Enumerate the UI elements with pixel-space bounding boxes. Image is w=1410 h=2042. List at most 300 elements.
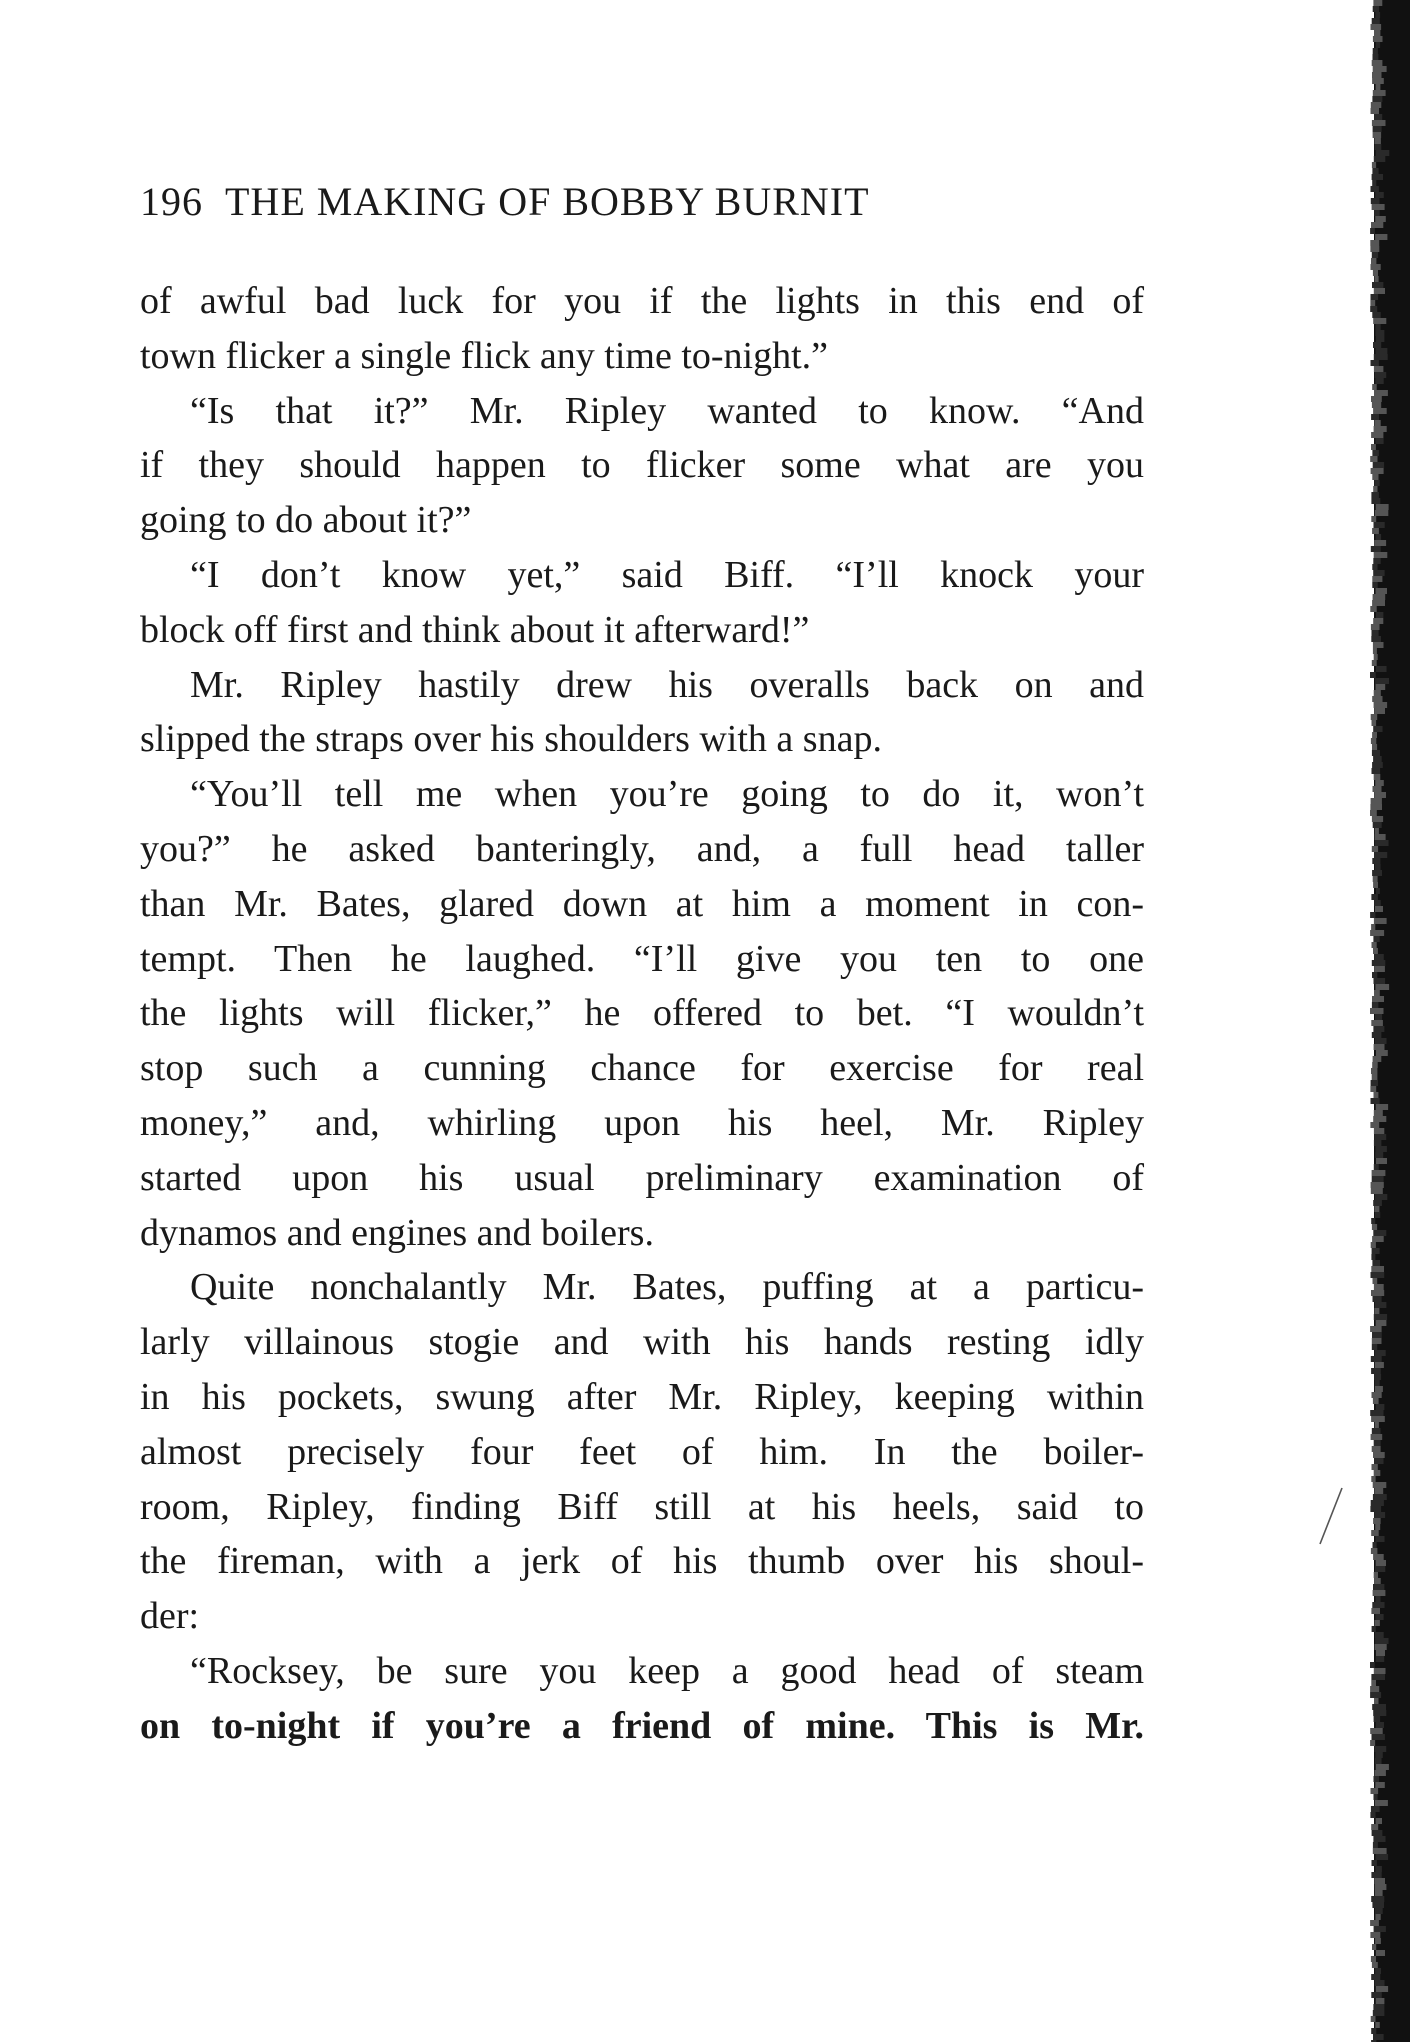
edge-texture [1372,1962,1378,1968]
edge-texture [1371,1674,1385,1680]
edge-texture [1372,1002,1379,1008]
edge-texture [1374,156,1386,162]
edge-texture [1371,1992,1382,1998]
edge-texture [1372,576,1382,582]
edge-texture [1372,1902,1384,1908]
text-line: you?” he asked banteringly, and, a full head taller [140,827,1144,870]
edge-texture [1374,708,1385,714]
edge-texture [1371,1242,1376,1248]
edge-texture [1373,2010,1385,2016]
edge-texture [1371,1266,1384,1272]
edge-texture [1373,48,1378,54]
edge-texture [1375,372,1387,378]
edge-texture [1372,1236,1384,1242]
edge-texture [1375,276,1379,282]
edge-texture [1371,738,1376,744]
edge-texture [1372,402,1381,408]
edge-texture [1374,1092,1379,1098]
edge-texture [1370,1086,1376,1092]
edge-texture [1371,546,1381,552]
text-line: dynamos and engines and boilers. [140,1211,654,1254]
running-title: THE MAKING OF BOBBY BURNIT [225,179,870,224]
edge-texture [1372,1392,1382,1398]
edge-texture [1376,1656,1385,1662]
edge-texture [1371,186,1379,192]
edge-texture [1376,1158,1387,1164]
edge-texture [1375,1644,1387,1650]
edge-texture [1371,1680,1376,1686]
edge-texture [1371,1368,1381,1374]
edge-texture [1375,1758,1382,1764]
text-line: if they should happen to flicker some what are you [140,444,1144,487]
text-line: the lights will flicker,” he offered to bet. “I wouldn’t [140,992,1144,1035]
edge-texture [1373,2034,1384,2040]
edge-texture [1373,642,1384,648]
edge-texture [1372,204,1385,210]
edge-texture [1375,1194,1388,1200]
edge-texture [1372,18,1380,24]
edge-texture [1372,1464,1378,1470]
text-line: larly villainous stogie and with his hands resting idly [140,1321,1144,1364]
edge-texture [1371,432,1383,438]
edge-texture [1374,900,1380,906]
pencil-mark [1318,1486,1344,1546]
edge-texture [1375,1614,1383,1620]
edge-texture [1372,1428,1381,1434]
edge-texture [1373,408,1387,414]
edge-texture [1370,246,1379,252]
edge-texture [1374,654,1378,660]
edge-texture [1375,1914,1380,1920]
edge-texture [1371,492,1379,498]
edge-texture [1376,1560,1386,1566]
edge-texture [1373,1554,1384,1560]
edge-texture [1375,1752,1383,1758]
edge-texture [1371,222,1383,228]
edge-texture [1373,1116,1386,1122]
edge-texture [1373,726,1382,732]
edge-texture [1371,264,1381,270]
edge-texture [1372,180,1376,186]
edge-texture [1374,354,1388,360]
edge-texture [1374,1110,1383,1116]
edge-texture [1371,396,1382,402]
edge-texture [1371,1974,1380,1980]
edge-texture [1373,1842,1378,1848]
edge-texture [1373,36,1383,42]
edge-texture [1375,192,1384,198]
edge-texture [1375,1146,1387,1152]
edge-texture [1373,756,1382,762]
edge-texture [1374,1164,1379,1170]
edge-texture [1373,648,1377,654]
page-number: 196 [140,179,203,224]
edge-texture [1375,1524,1380,1530]
edge-texture [1375,330,1384,336]
edge-texture [1374,1668,1386,1674]
edge-texture [1375,864,1381,870]
edge-texture [1376,888,1380,894]
edge-texture [1375,324,1380,330]
edge-texture [1375,1968,1381,1974]
edge-texture [1370,672,1376,678]
edge-texture [1372,450,1379,456]
edge-texture [1373,132,1382,138]
edge-texture [1376,1818,1382,1824]
edge-texture [1374,918,1387,924]
edge-texture [1375,1536,1384,1542]
edge-texture [1372,816,1383,822]
edge-texture [1375,1302,1387,1308]
edge-texture [1371,1020,1383,1026]
edge-texture [1375,1746,1387,1752]
edge-texture [1375,216,1386,222]
edge-texture [1374,1374,1381,1380]
edge-texture [1371,360,1379,366]
edge-texture [1371,1530,1379,1536]
edge-texture [1374,426,1387,432]
edge-texture [1373,1230,1386,1236]
edge-texture [1370,912,1375,918]
edge-texture [1374,1206,1379,1212]
edge-texture [1372,744,1377,750]
edge-texture [1373,2004,1384,2010]
edge-texture [1371,924,1375,930]
edge-texture [1375,1908,1383,1914]
edge-texture [1373,126,1382,132]
edge-texture [1372,474,1378,480]
edge-texture [1372,1626,1376,1632]
edge-texture [1375,1638,1388,1644]
text-line: on to-night if you’re a friend of mine. This is Mr. [140,1704,1144,1747]
text-line: money,” and, whirling upon his heel, Mr. Ripley [140,1101,1144,1144]
edge-texture [1376,588,1388,594]
edge-texture [1376,1722,1384,1728]
edge-texture [1375,1884,1387,1890]
edge-texture [1372,1344,1377,1350]
edge-texture [1372,1260,1380,1266]
edge-texture [1373,1278,1378,1284]
edge-texture [1375,1620,1380,1626]
edge-texture [1372,252,1378,258]
edge-texture [1371,1356,1382,1362]
edge-texture [1370,1008,1384,1014]
edge-texture [1376,612,1384,618]
edge-texture [1371,1434,1383,1440]
text-line: “Rocksey, be sure you keep a good head of steam [190,1649,1144,1692]
body-text [140,274,1144,1754]
edge-texture [1372,750,1380,756]
edge-texture [1373,1452,1385,1458]
edge-texture [1371,1824,1378,1830]
edge-texture [1372,630,1379,636]
edge-texture [1373,1518,1381,1524]
edge-texture [1370,1728,1383,1734]
edge-texture [1375,906,1383,912]
edge-texture [1374,1128,1384,1134]
edge-texture [1374,1470,1381,1476]
edge-texture [1375,234,1387,240]
edge-texture [1373,54,1379,60]
edge-texture [1371,1608,1380,1614]
edge-texture [1370,606,1376,612]
edge-texture [1376,1998,1385,2004]
edge-texture [1374,1488,1383,1494]
edge-texture [1371,1098,1380,1104]
edge-texture [1373,66,1387,72]
edge-texture [1371,1272,1385,1278]
edge-texture [1376,42,1381,48]
edge-texture [1372,732,1377,738]
edge-texture [1374,978,1386,984]
edge-texture [1373,1296,1382,1302]
edge-texture [1373,90,1386,96]
text-line: of awful bad luck for you if the lights in this end of [140,280,1144,322]
edge-texture [1373,462,1384,468]
edge-texture [1372,1032,1382,1038]
edge-texture [1374,966,1385,972]
edge-texture [1370,1740,1375,1746]
edge-texture [1375,2022,1380,2028]
edge-texture [1374,1458,1383,1464]
edge-texture [1374,1572,1378,1578]
edge-texture [1375,1782,1385,1788]
edge-texture [1372,162,1376,168]
edge-texture [1370,1686,1379,1692]
text-line: slipped the straps over his shoulders with a snap. [140,718,882,761]
edge-texture [1372,1224,1377,1230]
edge-texture [1374,114,1382,120]
edge-texture [1374,852,1387,858]
edge-texture [1372,96,1382,102]
edge-texture [1371,894,1378,900]
edge-texture [1371,1956,1376,1962]
edge-texture [1373,1710,1386,1716]
edge-texture [1375,144,1382,150]
edge-texture [1372,1248,1380,1254]
edge-texture [1373,1026,1384,1032]
text-line: than Mr. Bates, glared down at him a moment in con- [140,882,1144,925]
edge-texture [1374,1794,1378,1800]
edge-texture [1370,1662,1375,1668]
edge-texture [1376,1050,1388,1056]
edge-texture [1374,522,1385,528]
edge-texture [1374,390,1388,396]
edge-texture [1372,600,1385,606]
edge-texture [1373,1584,1384,1590]
edge-texture [1374,792,1386,798]
text-line: town flicker a single flick any time to-night.” [140,334,829,377]
edge-texture [1371,24,1382,30]
edge-texture [1371,2016,1376,2022]
edge-texture [1373,1836,1385,1842]
edge-texture [1371,468,1384,474]
edge-texture [1374,1314,1387,1320]
edge-texture [1371,108,1380,114]
edge-texture [1374,1698,1379,1704]
edge-texture [1373,0,1382,6]
edge-texture [1371,294,1379,300]
edge-texture [1375,1386,1383,1392]
edge-texture [1371,498,1380,504]
edge-texture [1370,1326,1382,1332]
text-line: Mr. Ripley hastily drew his overalls back on and [190,663,1144,706]
edge-texture [1375,1038,1387,1044]
edge-texture [1375,1938,1381,1944]
edge-texture [1372,1830,1383,1836]
edge-texture [1372,972,1377,978]
text-line: almost precisely four feet of him. In the boiler- [140,1430,1144,1473]
edge-texture [1376,150,1390,156]
edge-texture [1372,942,1377,948]
edge-texture [1370,1920,1379,1926]
edge-texture [1373,486,1377,492]
edge-texture [1373,1848,1387,1854]
edge-texture [1375,1770,1386,1776]
edge-texture [1370,228,1375,234]
edge-texture [1372,312,1380,318]
edge-texture [1370,306,1377,312]
edge-texture [1373,882,1378,888]
edge-texture [1371,714,1378,720]
edge-texture [1375,840,1389,846]
edge-texture [1374,552,1388,558]
text-line: “You’ll tell me when you’re going to do it, won’t [190,773,1144,816]
edge-texture [1373,1494,1387,1500]
edge-texture [1372,1446,1381,1452]
edge-texture [1374,288,1385,294]
edge-texture [1376,1854,1389,1860]
edge-texture [1371,1080,1378,1086]
edge-texture [1374,954,1384,960]
edge-texture [1373,822,1382,828]
edge-texture [1370,930,1384,936]
edge-texture [1372,384,1377,390]
edge-texture [1372,78,1384,84]
edge-texture [1374,690,1381,696]
edge-texture [1375,1890,1383,1896]
edge-texture [1370,810,1377,816]
edge-texture [1370,1932,1380,1938]
edge-texture [1371,1416,1385,1422]
edge-texture [1370,300,1375,306]
edge-texture [1372,696,1382,702]
edge-texture [1371,1182,1384,1188]
edge-texture [1375,1866,1382,1872]
text-line: in his pockets, swung after Mr. Ripley, keeping within [140,1375,1144,1418]
edge-texture [1372,768,1381,774]
edge-texture [1372,1704,1386,1710]
edge-texture [1370,804,1382,810]
edge-texture [1375,1980,1385,1986]
edge-texture [1371,102,1382,108]
edge-texture [1373,948,1378,954]
edge-texture [1371,1188,1383,1194]
edge-texture [1373,558,1380,564]
edge-texture [1373,270,1378,276]
text-line: der: [140,1595,200,1638]
edge-texture [1375,678,1389,684]
edge-texture [1371,198,1380,204]
edge-texture [1375,438,1383,444]
edge-texture [1372,60,1383,66]
text-line: the fireman, with a jerk of his thumb over his shoul- [140,1540,1144,1583]
edge-texture [1371,1872,1381,1878]
edge-texture [1374,990,1380,996]
edge-texture [1373,936,1379,942]
edge-texture [1375,138,1381,144]
edge-texture [1376,1596,1381,1602]
text-line: room, Ripley, finding Biff still at his heels, said to [140,1485,1144,1528]
edge-texture [1374,210,1380,216]
edge-texture [1372,174,1383,180]
scanned-page-edge [1364,0,1410,2042]
edge-texture [1374,1134,1386,1140]
edge-texture [1370,1812,1375,1818]
edge-texture [1370,1692,1381,1698]
edge-texture [1372,528,1379,534]
edge-texture [1371,2028,1376,2034]
edge-texture [1372,858,1380,864]
edge-texture [1374,1140,1382,1146]
edge-texture [1371,1500,1384,1506]
edge-texture [1371,1254,1375,1260]
edge-texture [1371,1476,1375,1482]
edge-texture [1374,1716,1381,1722]
edge-texture [1372,72,1382,78]
edge-texture [1370,1506,1381,1512]
edge-texture [1373,786,1382,792]
edge-texture [1372,996,1384,1002]
edge-texture [1371,516,1376,522]
edge-texture [1375,1350,1386,1356]
edge-texture [1372,1332,1382,1338]
edge-texture [1376,348,1388,354]
edge-texture [1372,660,1377,666]
edge-texture [1375,1632,1384,1638]
edge-texture [1372,1734,1385,1740]
text-line: tempt. Then he laughed. “I’ll give you ten to one [140,937,1144,980]
page-header [140,178,870,225]
edge-texture [1374,1044,1385,1050]
edge-texture [1375,12,1380,18]
edge-texture [1374,366,1384,372]
edge-texture [1373,594,1386,600]
text-line: stop such a cunning chance for exercise for real [140,1047,1144,1090]
edge-texture [1371,624,1380,630]
edge-texture [1376,1986,1388,1992]
edge-texture [1372,120,1386,126]
edge-texture [1372,1944,1376,1950]
edge-texture [1374,702,1388,708]
edge-texture [1372,846,1378,852]
edge-texture [1374,30,1380,36]
edge-texture [1372,564,1377,570]
edge-texture [1374,480,1379,486]
edge-texture [1373,570,1384,576]
edge-texture [1376,84,1381,90]
edge-texture [1375,1152,1383,1158]
edge-texture [1376,1404,1385,1410]
edge-texture [1371,1218,1375,1224]
edge-texture [1372,168,1378,174]
edge-texture [1375,1212,1380,1218]
edge-texture [1372,762,1383,768]
edge-texture [1376,666,1387,672]
edge-texture [1371,444,1376,450]
edge-texture [1374,1284,1384,1290]
edge-texture [1373,1056,1382,1062]
